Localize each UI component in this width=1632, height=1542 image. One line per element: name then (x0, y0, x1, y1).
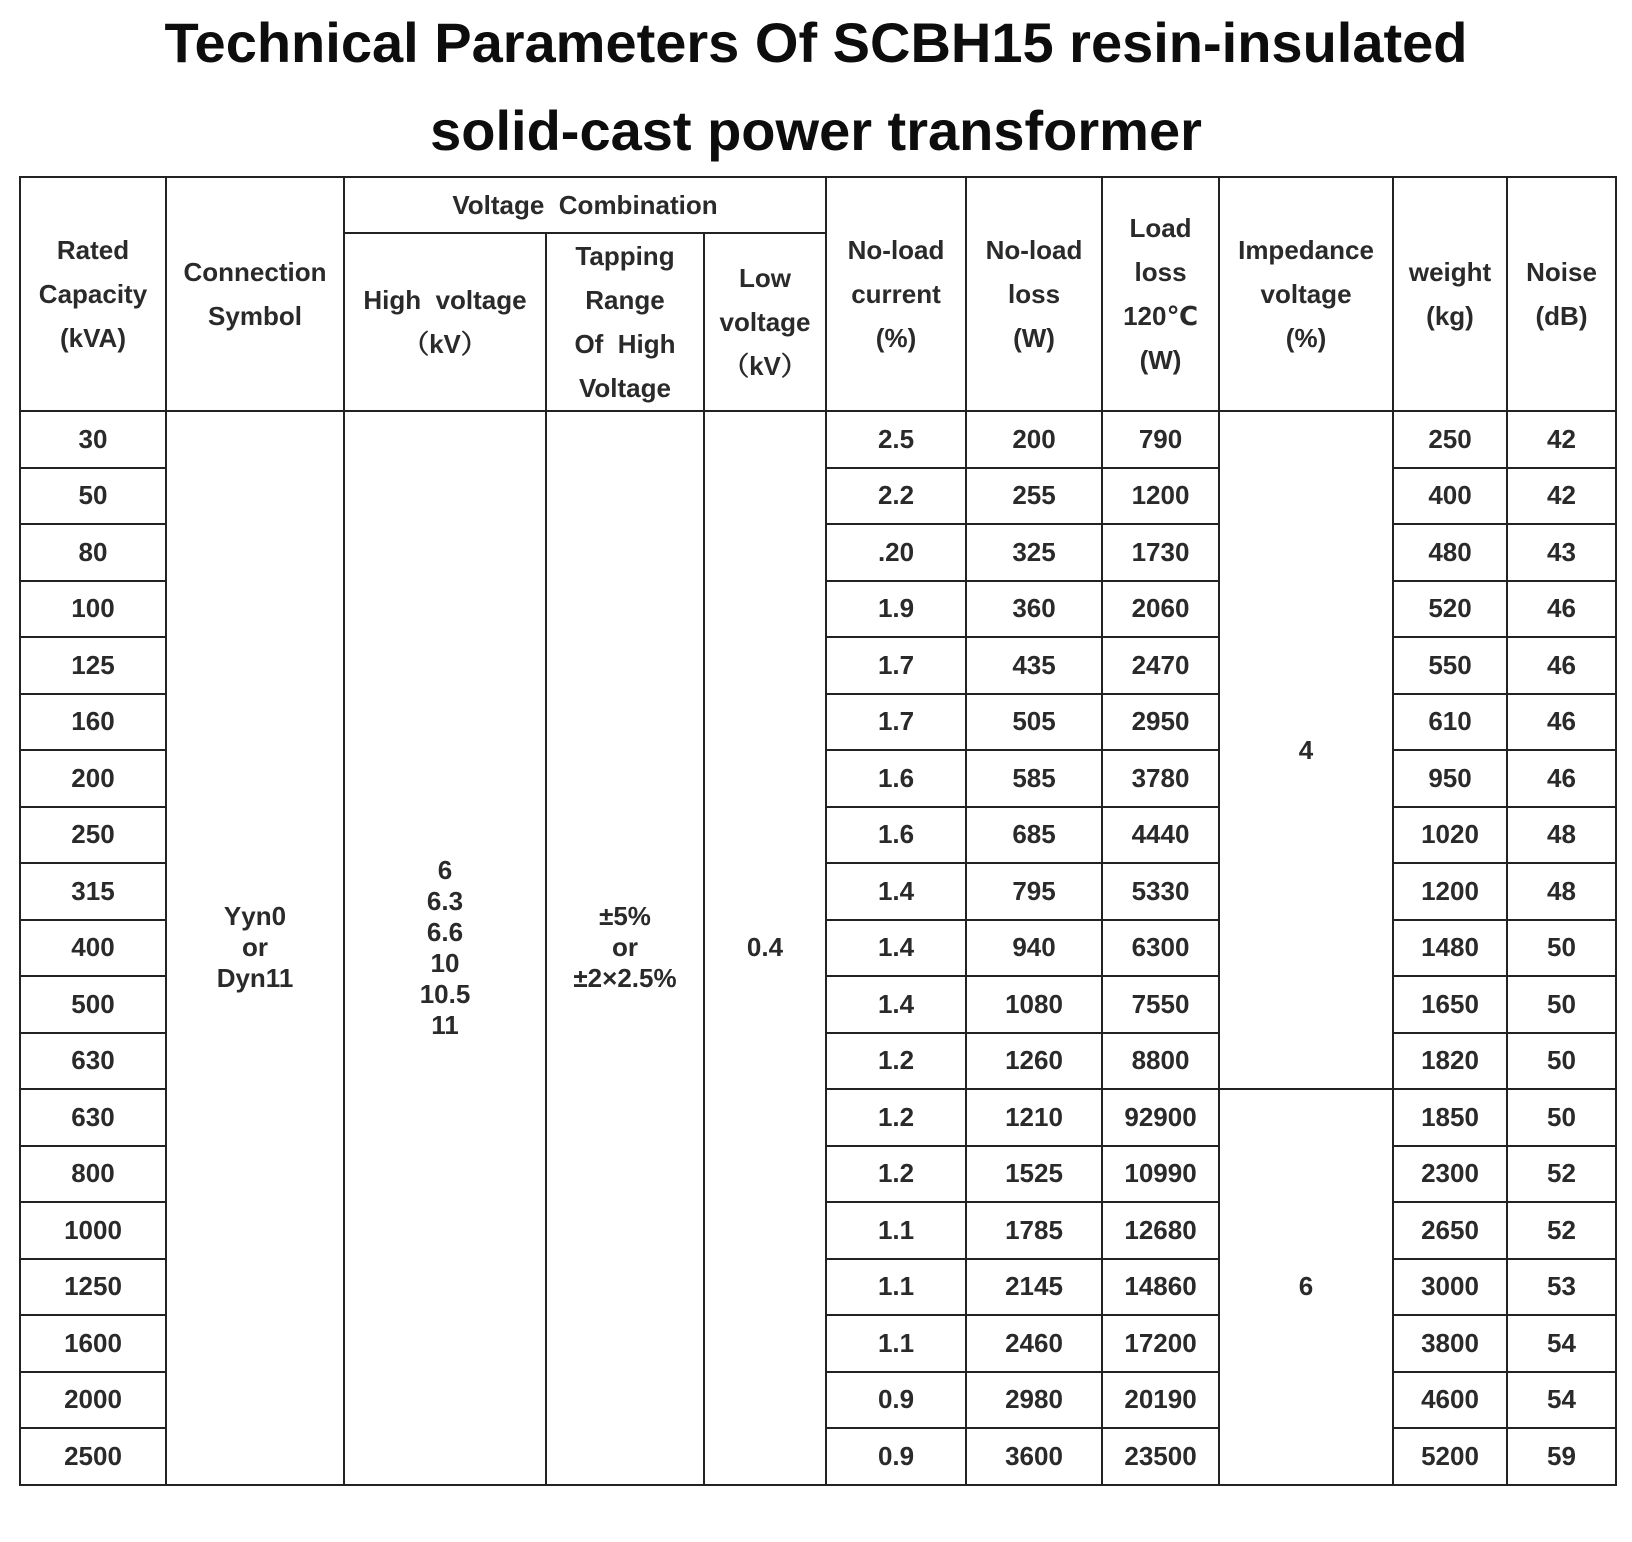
load-loss-cell: 10990 (1102, 1146, 1219, 1203)
header-rated-capacity: Rated Capacity (kVA) (20, 177, 166, 411)
header-tapping-range: Tapping Range Of High Voltage (546, 233, 704, 411)
noise-cell: 50 (1507, 1089, 1616, 1146)
capacity-cell: 2000 (20, 1372, 166, 1429)
impedance-voltage-cell: 6 (1219, 1089, 1393, 1485)
no-load-current-cell: 2.2 (826, 468, 966, 525)
technical-parameters-table (19, 176, 1617, 1486)
weight-cell: 1480 (1393, 920, 1507, 977)
noise-cell: 54 (1507, 1372, 1616, 1429)
weight-cell: 480 (1393, 524, 1507, 581)
no-load-current-cell: 2.5 (826, 411, 966, 468)
no-load-loss-cell: 585 (966, 750, 1102, 807)
noise-cell: 46 (1507, 581, 1616, 638)
noise-cell: 54 (1507, 1315, 1616, 1372)
capacity-cell: 800 (20, 1146, 166, 1203)
load-loss-cell: 2060 (1102, 581, 1219, 638)
no-load-current-cell: 1.1 (826, 1202, 966, 1259)
header-no-load-current: No-load current (%) (826, 177, 966, 411)
no-load-current-cell: 1.2 (826, 1146, 966, 1203)
no-load-current-cell: 1.6 (826, 807, 966, 864)
load-loss-cell: 92900 (1102, 1089, 1219, 1146)
no-load-loss-cell: 1525 (966, 1146, 1102, 1203)
weight-cell: 610 (1393, 694, 1507, 751)
connection-symbol-cell: Yyn0 or Dyn11 (166, 411, 344, 1485)
no-load-loss-cell: 2145 (966, 1259, 1102, 1316)
capacity-cell: 1600 (20, 1315, 166, 1372)
noise-cell: 50 (1507, 920, 1616, 977)
weight-cell: 250 (1393, 411, 1507, 468)
weight-cell: 950 (1393, 750, 1507, 807)
noise-cell: 42 (1507, 411, 1616, 468)
noise-cell: 50 (1507, 1033, 1616, 1090)
capacity-cell: 630 (20, 1033, 166, 1090)
header-weight: weight (kg) (1393, 177, 1507, 411)
noise-cell: 46 (1507, 750, 1616, 807)
weight-cell: 2650 (1393, 1202, 1507, 1259)
capacity-cell: 50 (20, 468, 166, 525)
no-load-current-cell: 0.9 (826, 1372, 966, 1429)
weight-cell: 2300 (1393, 1146, 1507, 1203)
capacity-cell: 100 (20, 581, 166, 638)
load-loss-cell: 2950 (1102, 694, 1219, 751)
capacity-cell: 500 (20, 976, 166, 1033)
no-load-loss-cell: 360 (966, 581, 1102, 638)
header-impedance-voltage: Impedance voltage (%) (1219, 177, 1393, 411)
capacity-cell: 200 (20, 750, 166, 807)
no-load-current-cell: 1.4 (826, 863, 966, 920)
capacity-cell: 315 (20, 863, 166, 920)
no-load-loss-cell: 940 (966, 920, 1102, 977)
no-load-loss-cell: 200 (966, 411, 1102, 468)
load-loss-cell: 2470 (1102, 637, 1219, 694)
no-load-loss-cell: 325 (966, 524, 1102, 581)
header-no-load-loss: No-load loss (W) (966, 177, 1102, 411)
impedance-voltage-cell: 4 (1219, 411, 1393, 1089)
noise-cell: 59 (1507, 1428, 1616, 1485)
no-load-current-cell: 1.7 (826, 694, 966, 751)
weight-cell: 1020 (1393, 807, 1507, 864)
table-row (20, 411, 1616, 468)
header-load-loss: Load loss 120℃ (W) (1102, 177, 1219, 411)
capacity-cell: 125 (20, 637, 166, 694)
weight-cell: 550 (1393, 637, 1507, 694)
load-loss-cell: 3780 (1102, 750, 1219, 807)
noise-cell: 46 (1507, 637, 1616, 694)
header-voltage-combination: Voltage Combination (344, 177, 826, 233)
capacity-cell: 630 (20, 1089, 166, 1146)
no-load-loss-cell: 1260 (966, 1033, 1102, 1090)
noise-cell: 48 (1507, 807, 1616, 864)
high-voltage-cell: 6 6.3 6.6 10 10.5 11 (344, 411, 546, 1485)
no-load-current-cell: 1.9 (826, 581, 966, 638)
no-load-current-cell: 0.9 (826, 1428, 966, 1485)
load-loss-cell: 20190 (1102, 1372, 1219, 1429)
load-loss-cell: 7550 (1102, 976, 1219, 1033)
no-load-loss-cell: 435 (966, 637, 1102, 694)
weight-cell: 1200 (1393, 863, 1507, 920)
weight-cell: 3800 (1393, 1315, 1507, 1372)
no-load-loss-cell: 2980 (966, 1372, 1102, 1429)
capacity-cell: 30 (20, 411, 166, 468)
header-high-voltage: High voltage （kV） (344, 233, 546, 411)
weight-cell: 1850 (1393, 1089, 1507, 1146)
capacity-cell: 2500 (20, 1428, 166, 1485)
no-load-current-cell: 1.2 (826, 1089, 966, 1146)
no-load-current-cell: 1.7 (826, 637, 966, 694)
weight-cell: 4600 (1393, 1372, 1507, 1429)
no-load-current-cell: .20 (826, 524, 966, 581)
capacity-cell: 160 (20, 694, 166, 751)
table-body (20, 411, 1616, 1485)
weight-cell: 3000 (1393, 1259, 1507, 1316)
load-loss-cell: 14860 (1102, 1259, 1219, 1316)
no-load-loss-cell: 685 (966, 807, 1102, 864)
page-title-line-2: solid-cast power transformer (430, 99, 1202, 162)
noise-cell: 42 (1507, 468, 1616, 525)
weight-cell: 1650 (1393, 976, 1507, 1033)
low-voltage-cell: 0.4 (704, 411, 826, 1485)
load-loss-cell: 8800 (1102, 1033, 1219, 1090)
no-load-loss-cell: 255 (966, 468, 1102, 525)
load-loss-cell: 4440 (1102, 807, 1219, 864)
header-low-voltage: Low voltage （kV） (704, 233, 826, 411)
noise-cell: 43 (1507, 524, 1616, 581)
no-load-current-cell: 1.4 (826, 920, 966, 977)
no-load-loss-cell: 795 (966, 863, 1102, 920)
no-load-current-cell: 1.2 (826, 1033, 966, 1090)
noise-cell: 48 (1507, 863, 1616, 920)
weight-cell: 1820 (1393, 1033, 1507, 1090)
no-load-loss-cell: 505 (966, 694, 1102, 751)
load-loss-cell: 17200 (1102, 1315, 1219, 1372)
capacity-cell: 400 (20, 920, 166, 977)
capacity-cell: 1000 (20, 1202, 166, 1259)
load-loss-cell: 790 (1102, 411, 1219, 468)
noise-cell: 50 (1507, 976, 1616, 1033)
weight-cell: 520 (1393, 581, 1507, 638)
no-load-loss-cell: 3600 (966, 1428, 1102, 1485)
weight-cell: 5200 (1393, 1428, 1507, 1485)
load-loss-cell: 6300 (1102, 920, 1219, 977)
no-load-current-cell: 1.4 (826, 976, 966, 1033)
no-load-current-cell: 1.6 (826, 750, 966, 807)
no-load-current-cell: 1.1 (826, 1259, 966, 1316)
noise-cell: 46 (1507, 694, 1616, 751)
load-loss-cell: 1730 (1102, 524, 1219, 581)
noise-cell: 53 (1507, 1259, 1616, 1316)
no-load-current-cell: 1.1 (826, 1315, 966, 1372)
noise-cell: 52 (1507, 1202, 1616, 1259)
no-load-loss-cell: 1080 (966, 976, 1102, 1033)
noise-cell: 52 (1507, 1146, 1616, 1203)
weight-cell: 400 (1393, 468, 1507, 525)
load-loss-cell: 23500 (1102, 1428, 1219, 1485)
no-load-loss-cell: 1210 (966, 1089, 1102, 1146)
page-title-line-1: Technical Parameters Of SCBH15 resin-insulated (164, 11, 1468, 74)
load-loss-cell: 5330 (1102, 863, 1219, 920)
tapping-range-cell: ±5% or ±2×2.5% (546, 411, 704, 1485)
capacity-cell: 250 (20, 807, 166, 864)
no-load-loss-cell: 1785 (966, 1202, 1102, 1259)
header-noise: Noise (dB) (1507, 177, 1616, 411)
capacity-cell: 80 (20, 524, 166, 581)
load-loss-cell: 12680 (1102, 1202, 1219, 1259)
header-connection-symbol: Connection Symbol (166, 177, 344, 411)
load-loss-cell: 1200 (1102, 468, 1219, 525)
no-load-loss-cell: 2460 (966, 1315, 1102, 1372)
capacity-cell: 1250 (20, 1259, 166, 1316)
